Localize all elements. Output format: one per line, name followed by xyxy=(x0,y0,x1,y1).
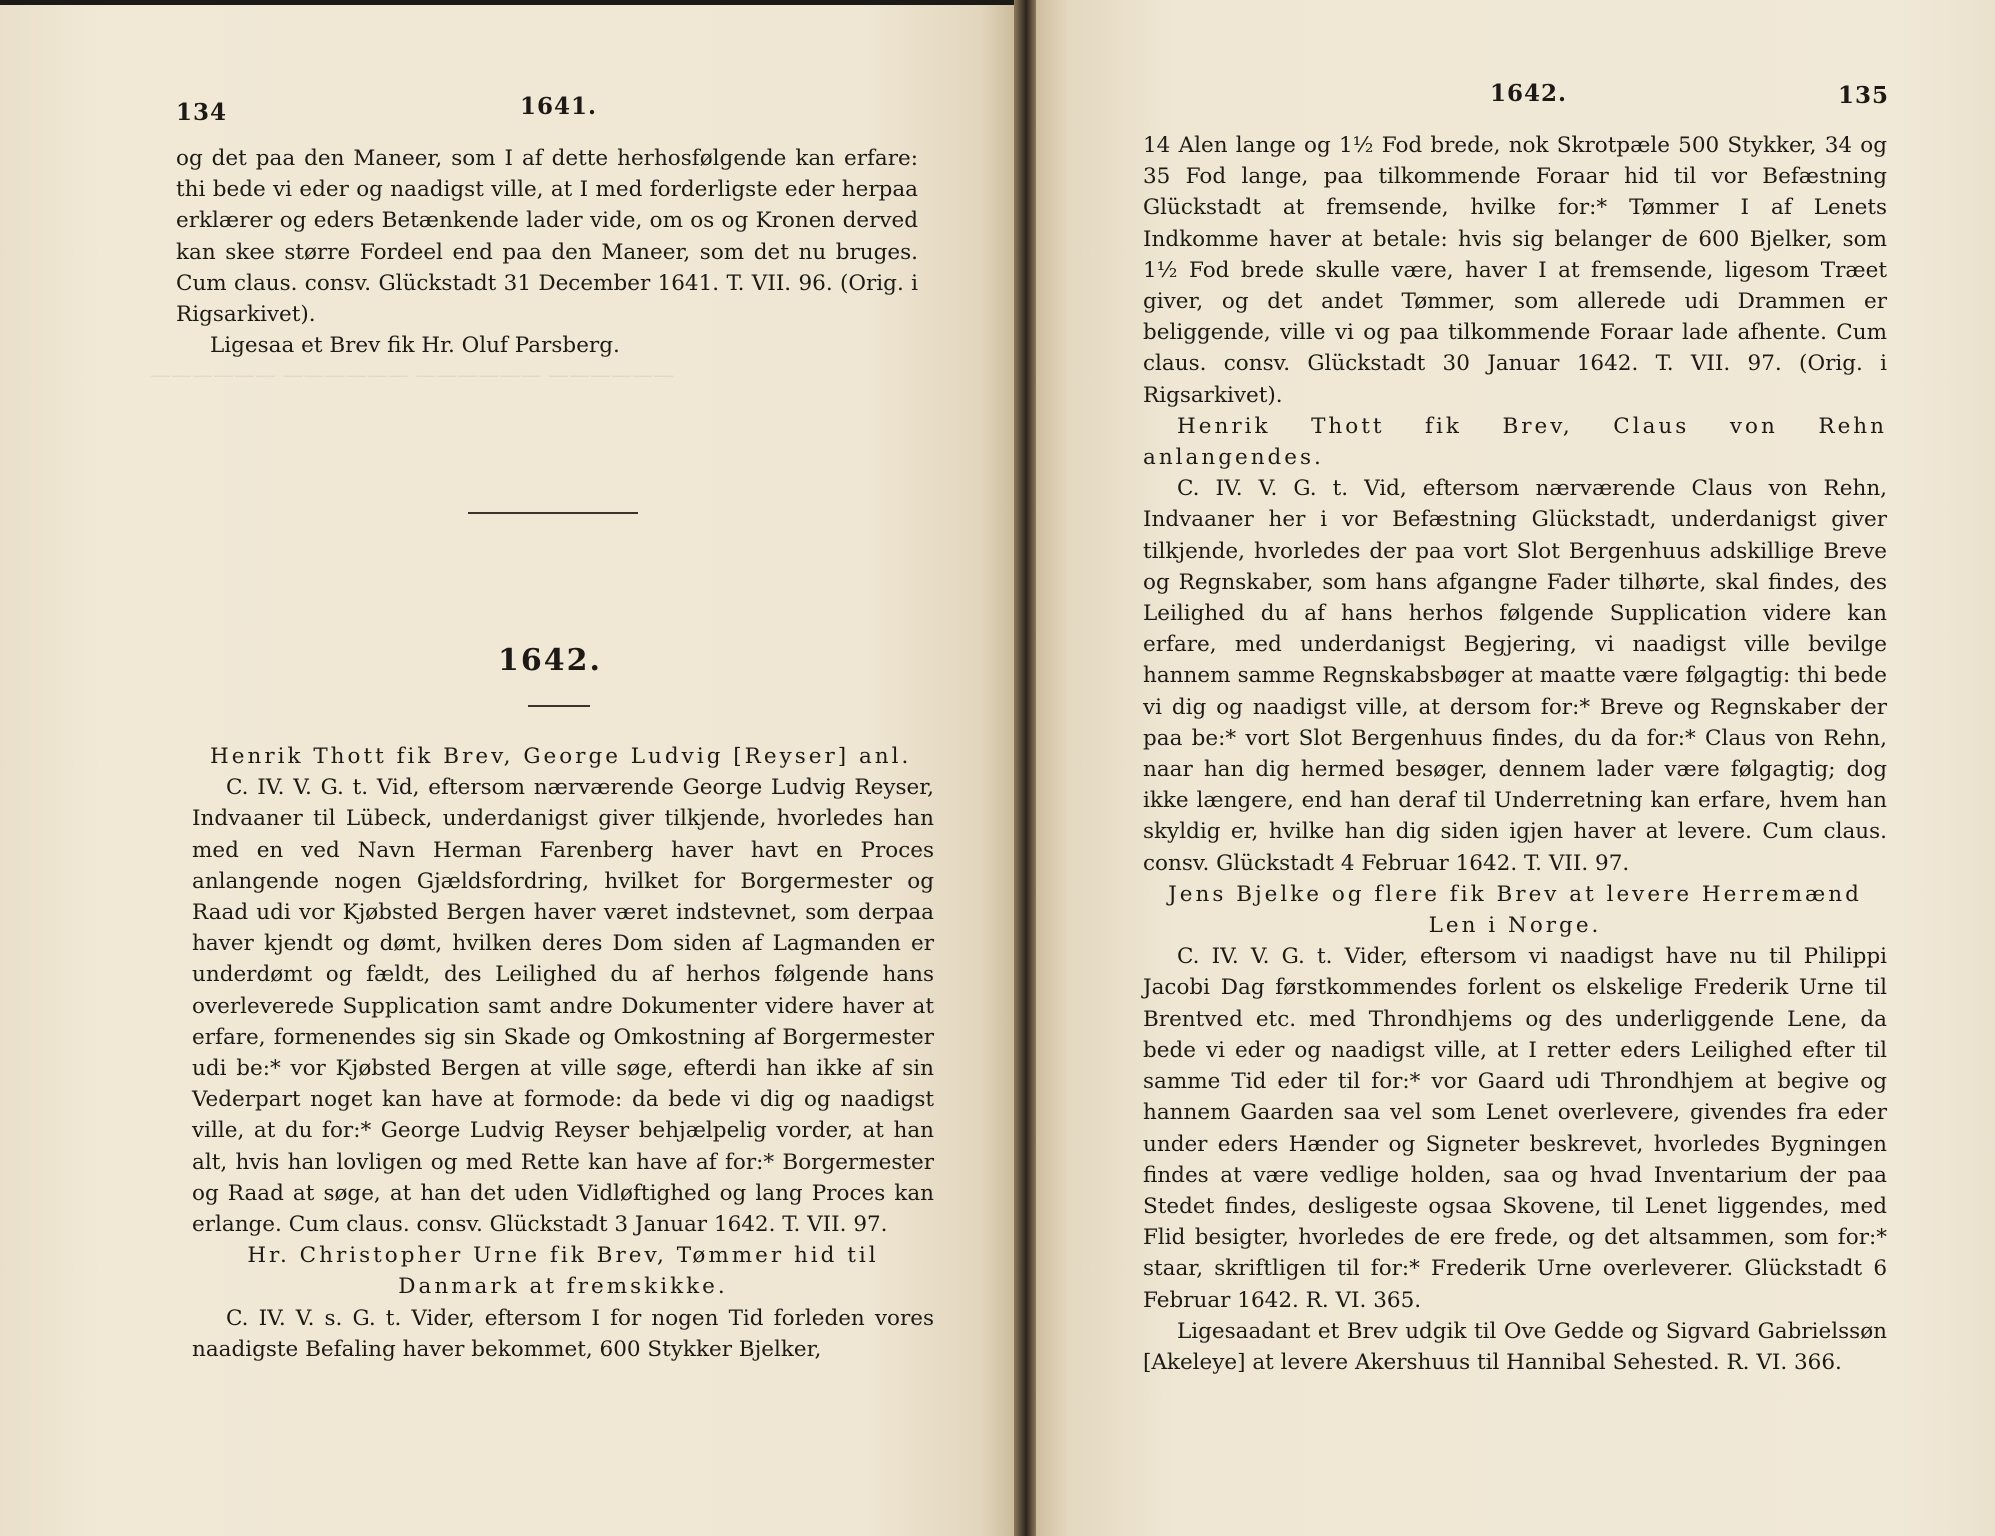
entry-title: Henrik Thott fik Brev, Claus von Rehn anlangendes. xyxy=(1143,413,1887,471)
left-top-text xyxy=(176,143,918,361)
entry-title: Hr. Christopher Urne fik Brev, Tømmer hid til Danmark at fremskikke. xyxy=(247,1243,879,1300)
bleed-through-text: —————— —————— —————— —————— xyxy=(150,363,675,387)
page-number: 135 xyxy=(1838,82,1890,109)
right-text xyxy=(1143,130,1887,1378)
divider xyxy=(468,512,638,514)
year-heading: 1642. xyxy=(498,643,602,678)
paragraph: 14 Alen lange og 1½ Fod brede, nok Skrotpæle 500 Stykker, 34 og 35 Fod lange, paa tilkommende Foraar hid til vor Befæstning Glückstadt at fremsende, hvilke for:* Tømmer I af Lenets Indkomme haver at betale: hvis sig belanger de 600 Bjelker, som 1½ Fod brede skulle være, haver I at fremsende, ligesom Træet giver, og det andet Tømmer, som allerede udi Drammen er beliggende, ville vi og paa tilkommende Foraar lade afhente. Cum claus. consv. Glückstadt 30 Januar 1642. T. VII. 97. (Orig. i Rigsarkivet). xyxy=(1143,133,1887,408)
paragraph: C. IV. V. G. t. Vid, eftersom nærværende Claus von Rehn, Indvaaner her i vor Befæstning Glückstadt, underdanigst giver tilkjende, hvorledes der paa vort Slot Bergenhuus adskillige Breve og Regnskaber, som hans afgangne Fader tilhørte, skal findes, des Leilighed du af hans herhos følgende Supplication videre kan erfare, med underdanigst Begjering, vi naadigst ville bevilge hannem samme Regnskabsbøger at maatte være følgagtig: thi bede vi dig og naadigst ville, at dersom for:* Breve og Regnskaber der paa be:* vort Slot Bergenhuus findes, du da for:* Claus von Rehn, naar han dig hermed besøger, dennem lader være følgagtig; dog ikke længere, end han deraf til Underretning kan erfare, hvem han skyldig er, hvilke han dig siden igjen haver at levere. Cum claus. consv. Glückstadt 4 Februar 1642. T. VII. 97. xyxy=(1143,476,1887,876)
divider xyxy=(528,705,590,707)
paragraph: Ligesaa et Brev fik Hr. Oluf Parsberg. xyxy=(210,333,620,359)
running-head: 1642. xyxy=(1490,80,1568,107)
left-entries xyxy=(192,741,934,1365)
page-number: 134 xyxy=(176,99,228,126)
right-page xyxy=(1030,0,1995,1536)
paragraph: Ligesaadant et Brev udgik til Ove Gedde og Sigvard Gabrielssøn [Akeleye] at levere Akershuus til Hannibal Sehested. R. VI. 366. xyxy=(1143,1318,1887,1375)
running-head: 1641. xyxy=(520,93,598,120)
entry-body: C. IV. V. G. t. Vid, eftersom nærværende George Ludvig Reyser, Indvaaner til Lübeck, underdanigst giver tilkjende, hvorledes han med en ved Navn Herman Farenberg haver havt en Proces anlangende nogen Gjældsfordring, hvilket for Borgermester og Raad udi vor Kjøbsted Bergen haver været indstevnet, som derpaa haver kjendt og dømt, hvilken deres Dom siden af Lagmanden er underdømt og fældt, des Leilighed du af herhos følgende hans overleverede Supplication samt andre Dokumenter videre haver at erfare, formenendes sig sin Skade og Omkostning af Borgermester udi be:* vor Kjøbsted Bergen at ville søge, efterdi han ikke af sin Vederpart noget kan have at formode: da bede vi dig og naadigst ville, at du for:* George Ludvig Reyser behjælpelig vorder, at han alt, hvis han lovligen og med Rette kan have af for:* Borgermester og Raad at søge, at han det uden Vidløftighed og lang Proces kan erlange. Cum claus. consv. Glückstadt 3 Januar 1642. T. VII. 97. xyxy=(192,775,934,1238)
paragraph: og det paa den Maneer, som I af dette herhosfølgende kan erfare: thi bede vi eder og naadigst ville, at I med forderligste eder herpaa erklærer og eders Betænkende lader vide, om os og Kronen derved kan skee større Fordeel end paa den Maneer, som det nu bruges. Cum claus. consv. Glückstadt 31 December 1641. T. VII. 96. (Orig. i Rigsarkivet). xyxy=(176,146,918,328)
book-gutter xyxy=(1014,0,1036,1536)
paragraph: C. IV. V. G. t. Vider, eftersom vi naadigst have nu til Philippi Jacobi Dag førstkommendes forlent os elskelige Frederik Urne til Brentved etc. med Throndhjems og des underliggende Lene, da bede vi eder og naadigst ville, at I retter eders Leilighed efter til samme Tid eder til for:* vor Gaard udi Throndhjem at begive og hannem Gaarden saa vel som Lenet overlevere, givendes fra eder under eders Hænder og Signeter beskrevet, hvorledes Bygningen findes at være vedlige holden, saa og hvad Inventarium der paa Stedet findes, desligeste ogsaa Skovene, til Lenet liggendes, med Flid besigter, hvorledes de ere frede, og det altsammen, som for:* staar, skriftligen til for:* Frederik Urne overleverer. Glückstadt 6 Februar 1642. R. VI. 365. xyxy=(1143,944,1887,1313)
entry-body: C. IV. V. s. G. t. Vider, eftersom I for nogen Tid forleden vores naadigste Befaling haver bekommet, 600 Stykker Bjelker, xyxy=(192,1305,934,1362)
entry-title: Henrik Thott fik Brev, George Ludvig [Reyser] anl. xyxy=(210,744,912,769)
entry-title: Jens Bjelke og flere fik Brev at levere Herremænd Len i Norge. xyxy=(1168,881,1862,939)
